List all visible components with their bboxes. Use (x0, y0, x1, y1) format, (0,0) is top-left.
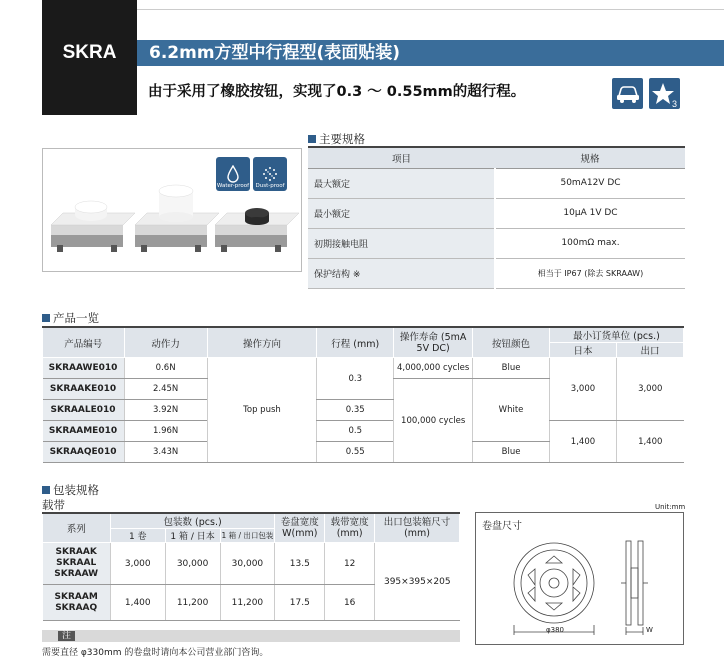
note-tag: 注 (42, 630, 460, 642)
packaging-table (42, 512, 460, 621)
table-row: SKRAAK SKRAAL SKRAAW 3,000 30,000 30,000 13.5 12 395×395×205 (43, 543, 460, 585)
car-icon (612, 78, 643, 109)
dust-proof-label: Dust-proof (255, 183, 285, 189)
table-row: SKRAALE010 3.92N 0.35 (43, 400, 684, 421)
note-text: 需要直径 φ330mm 的卷盘时请向本公司营业部门咨询。 (42, 648, 269, 658)
header-rule (137, 9, 724, 10)
spec-table (308, 146, 685, 289)
switch-white-2 (135, 185, 219, 252)
reel-drawing (476, 513, 685, 646)
reel-title: 卷盘尺寸 (482, 521, 522, 532)
product-code: SKRA (62, 42, 117, 63)
header-icons (612, 78, 680, 109)
packaging-section-title: 包装规格 (42, 482, 99, 498)
reel-diagram (475, 512, 684, 645)
spec-header-item: 项目 (308, 147, 495, 168)
products-section-title: 产品一览 (42, 310, 99, 326)
spec-header-row (308, 147, 685, 168)
table-row: 最小额定 10μA 1V DC (308, 198, 685, 228)
switch-white-1 (51, 201, 135, 252)
spec-section-title: 主要规格 (308, 131, 365, 147)
table-row: 保护结构 ※ 相当于 IP67 (除去 SKRAAW) (308, 258, 685, 288)
table-row: 最大额定 50mA12V DC (308, 168, 685, 198)
table-row: 初期接触电阻 100mΩ max. (308, 228, 685, 258)
table-row: SKRAAWE010 0.6N Top push 0.3 4,000,000 cycles Blue 3,000 3,000 (43, 358, 684, 379)
packaging-subheader-row: 1 卷 1 箱 / 日本 1 箱 / 出口包装 (43, 529, 460, 543)
reel-width-label: W (646, 626, 653, 634)
switch-photos (43, 149, 303, 273)
spec-header-value: 规格 (495, 147, 685, 168)
products-table (42, 326, 684, 463)
table-row: SKRAAME010 1.96N 0.5 1,400 1,400 (43, 421, 684, 442)
packaging-header-row: 系列 包装数 (pcs.) 卷盘宽度 W(mm) 载带宽度 (mm) 出口包装箱尺寸 (mm) (43, 513, 460, 529)
reel-diameter-label: φ380 (546, 626, 564, 634)
svg-text:3: 3 (671, 98, 677, 108)
table-row: SKRAAM SKRAAQ 1,400 11,200 11,200 17.5 16 (43, 585, 460, 621)
star-3-icon (649, 78, 680, 109)
product-photo (42, 148, 302, 272)
products-subheader-row: 日本 出口 (43, 343, 684, 358)
page-subtitle: 由于采用了橡胶按钮，实现了0.3 ～ 0.55mm的超行程。 (148, 84, 526, 100)
switch-dark (215, 208, 299, 252)
table-row: SKRAAKE010 2.45N 100,000 cycles White (43, 379, 684, 400)
packaging-subtitle: 载带 (42, 498, 65, 512)
unit-label: Unit:mm (655, 503, 686, 511)
water-proof-label: Water-proof (216, 183, 250, 189)
page-title: 6.2mm方型中行程型(表面贴装) (137, 40, 724, 66)
products-header-row: 产品编号 动作力 操作方向 行程 (mm) 操作寿命 (5mA 5V DC) 按钮颜色 最小订货单位 (pcs.) (43, 327, 684, 343)
table-row: SKRAAQE010 3.43N 0.55 Blue (43, 442, 684, 463)
